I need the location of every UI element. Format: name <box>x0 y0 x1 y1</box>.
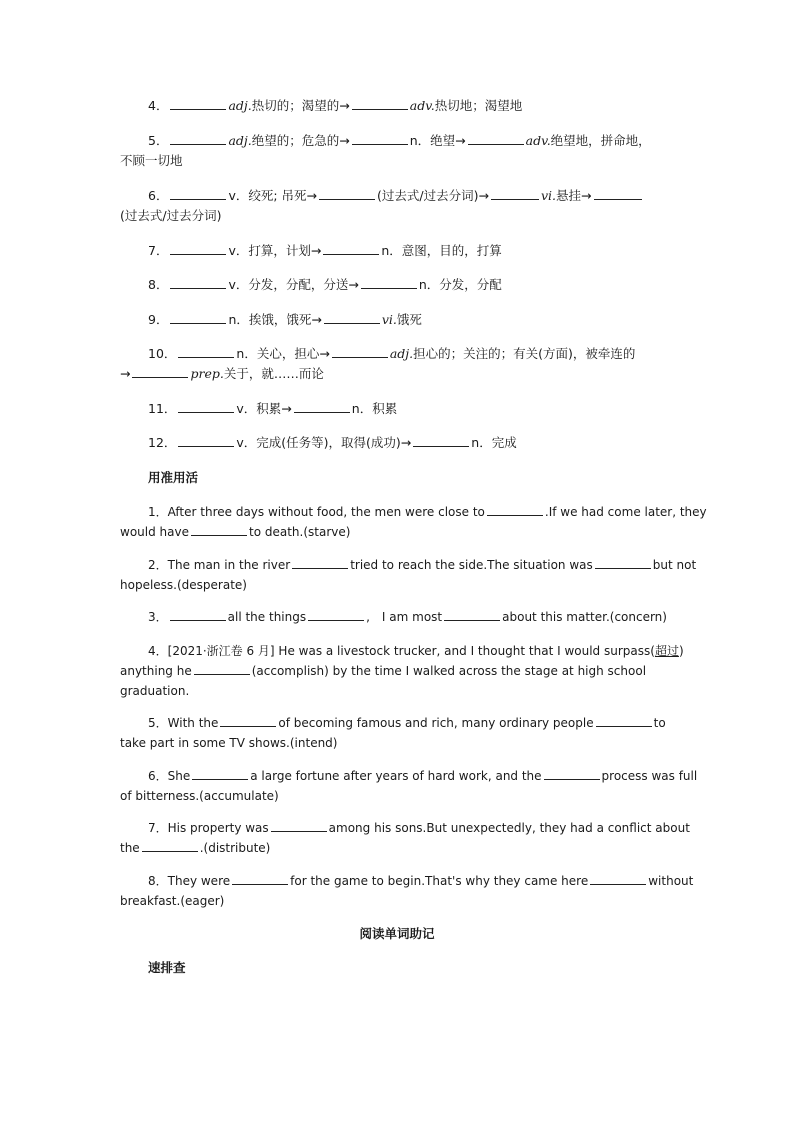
answer-blank[interactable] <box>170 607 226 621</box>
definition: n．分发，分配 <box>418 277 502 292</box>
answer-blank[interactable] <box>308 607 364 621</box>
sentence-text: 2．The man in the river <box>148 558 291 572</box>
item-number: 12． <box>148 435 177 450</box>
answer-blank[interactable] <box>178 433 234 447</box>
answer-blank[interactable] <box>178 399 234 413</box>
exercise-4-cont2 <box>120 681 675 701</box>
answer-blank[interactable] <box>142 838 198 852</box>
exercise-8-cont <box>120 891 675 911</box>
sentence-text: 3． <box>148 610 168 624</box>
pos-label: adv. <box>409 98 435 113</box>
definition: n．挨饿，饿死→ <box>228 312 322 327</box>
sentence-text: hopeless.(desperate) <box>120 578 247 592</box>
answer-blank[interactable] <box>191 522 247 536</box>
exercise-5 <box>120 713 703 733</box>
sentence-text: 1．After three days without food, the men were close to <box>148 505 485 519</box>
pos-label: adv. <box>525 133 551 148</box>
exercise-1 <box>120 502 707 522</box>
item-number: 7． <box>148 243 169 258</box>
answer-blank[interactable] <box>319 186 375 200</box>
sentence-text: 5．With the <box>148 716 219 730</box>
item-number: 9． <box>148 312 169 327</box>
exercise-6 <box>120 766 703 786</box>
vocab-item-8 <box>120 275 703 295</box>
sentence-text: breakfast.(eager) <box>120 894 225 908</box>
answer-blank[interactable] <box>487 502 543 516</box>
item-number: 8． <box>148 277 169 292</box>
exercise-7-cont <box>120 838 675 858</box>
sentence-text: about this matter.(concern) <box>502 610 667 624</box>
sentence-text: 7．His property was <box>148 821 269 835</box>
sentence-text: the <box>120 841 140 855</box>
definition: (过去式/过去分词) <box>120 208 222 223</box>
vocab-item-10 <box>120 344 703 364</box>
answer-blank[interactable] <box>413 433 469 447</box>
sentence-text: 6．She <box>148 769 191 783</box>
item-number: 5． <box>148 133 169 148</box>
pos-label: adj. <box>228 133 252 148</box>
definition: n．关心，担心→ <box>236 346 330 361</box>
definition: v．绞死; 吊死→ <box>228 188 318 203</box>
sentence-text: among his sons.But unexpectedly, they had a conflict about <box>328 821 690 835</box>
exercise-1-cont <box>120 522 675 542</box>
sentence-text: 8．They were <box>148 874 231 888</box>
definition: v．完成(任务等)，取得(成功)→ <box>236 435 412 450</box>
answer-blank[interactable] <box>170 131 226 145</box>
sentence-text: anything he <box>120 664 192 678</box>
answer-blank[interactable] <box>324 310 380 324</box>
definition: 关于，就……而论 <box>223 366 324 381</box>
definition: 不顾一切地 <box>120 153 183 168</box>
answer-blank[interactable] <box>292 555 348 569</box>
section-heading-reading: 阅读单词助记 <box>359 926 435 941</box>
answer-blank[interactable] <box>332 344 388 358</box>
sentence-text: ) <box>678 644 684 658</box>
vocab-item-10-cont <box>120 364 675 384</box>
sentence-text: .If we had come later, they <box>544 505 707 519</box>
definition: (过去式/过去分词)→ <box>377 188 489 203</box>
section-heading-quick: 速排查 <box>148 960 186 975</box>
exercise-8 <box>120 871 703 891</box>
sentence-text: to <box>653 716 666 730</box>
sentence-text: a large fortune after years of hard work, and the <box>250 769 542 783</box>
answer-blank[interactable] <box>444 607 500 621</box>
exercise-2-cont <box>120 575 675 595</box>
definition: n．积累 <box>351 401 398 416</box>
sentence-text: without <box>648 874 694 888</box>
vocab-item-6-cont <box>120 206 675 226</box>
sentence-text: to death.(starve) <box>248 525 351 539</box>
sentence-text: process was full <box>601 769 698 783</box>
pos-label: vi. <box>381 312 397 327</box>
definition: 饿死 <box>396 312 422 327</box>
definition: n．完成 <box>471 435 517 450</box>
item-number: 10． <box>148 346 177 361</box>
pos-label: vi. <box>540 188 557 203</box>
exercise-4-cont <box>120 661 675 681</box>
answer-blank[interactable] <box>361 275 417 289</box>
answer-blank[interactable] <box>170 96 226 110</box>
pos-label: adj. <box>228 98 252 113</box>
definition: n．绝望→ <box>409 133 466 148</box>
answer-blank[interactable] <box>170 241 226 255</box>
answer-blank[interactable] <box>170 310 226 324</box>
definition: v．打算，计划→ <box>228 243 322 258</box>
exercise-6-cont <box>120 786 675 806</box>
sentence-text: .(distribute) <box>199 841 271 855</box>
vocab-item-11 <box>120 399 703 419</box>
exercise-3 <box>120 607 703 627</box>
pos-label: prep. <box>190 366 224 381</box>
section-heading-use: 用准用活 <box>148 470 199 485</box>
exercise-7 <box>120 818 703 838</box>
item-number: 11． <box>148 401 177 416</box>
answer-blank[interactable] <box>271 818 327 832</box>
answer-blank[interactable] <box>468 131 524 145</box>
definition: v．积累→ <box>236 401 292 416</box>
vocab-item-4 <box>120 96 703 116</box>
sentence-text: tried to reach the side.The situation was <box>350 558 593 572</box>
definition: 悬挂→ <box>556 188 592 203</box>
definition: v．分发，分配，分送→ <box>228 277 359 292</box>
sentence-text: of becoming famous and rich, many ordinary people <box>278 716 594 730</box>
vocab-item-5 <box>120 131 703 151</box>
answer-blank[interactable] <box>590 871 646 885</box>
answer-blank[interactable] <box>294 399 350 413</box>
sentence-text: of bitterness.(accumulate) <box>120 789 279 803</box>
definition: 绝望的；危急的→ <box>251 133 350 148</box>
answer-blank[interactable] <box>491 186 539 200</box>
sentence-text: take part in some TV shows.(intend) <box>120 736 338 750</box>
vocab-item-6 <box>120 186 703 206</box>
sentence-text: but not <box>652 558 697 572</box>
answer-blank[interactable] <box>323 241 379 255</box>
pos-label: adj. <box>389 346 414 361</box>
item-number: 4． <box>148 98 169 113</box>
answer-blank[interactable] <box>352 131 408 145</box>
definition: 热切地；渴望地 <box>434 98 523 113</box>
answer-blank[interactable] <box>192 766 248 780</box>
answer-blank[interactable] <box>194 661 250 675</box>
vocab-item-5-cont <box>120 151 675 171</box>
answer-blank[interactable] <box>595 555 651 569</box>
sentence-text: graduation. <box>120 684 190 698</box>
gloss-underlined: 超过 <box>654 644 679 658</box>
sentence-text: all the things <box>227 610 307 624</box>
sentence-text: would have <box>120 525 189 539</box>
vocab-item-7 <box>120 241 703 261</box>
vocab-item-12 <box>120 433 703 453</box>
exercise-4 <box>120 641 703 661</box>
sentence-text: 4．[2021·浙江卷 6 月] He was a livestock trucker, and I thought that I would surpass( <box>148 644 655 658</box>
definition: 绝望地，拼命地， <box>550 133 651 148</box>
exercise-5-cont <box>120 733 675 753</box>
answer-blank[interactable] <box>220 713 276 727</box>
answer-blank[interactable] <box>594 186 642 200</box>
answer-blank[interactable] <box>352 96 408 110</box>
item-number: 6． <box>148 188 169 203</box>
answer-blank[interactable] <box>232 871 288 885</box>
arrow: → <box>120 366 131 381</box>
sentence-text: (accomplish) by the time I walked across the stage at high school <box>251 664 647 678</box>
vocab-item-9 <box>120 310 703 330</box>
answer-blank[interactable] <box>178 344 234 358</box>
sentence-text: , I am most <box>366 610 443 624</box>
definition: 热切的；渴望的→ <box>251 98 350 113</box>
definition: 担心的；关注的；有关(方面)，被牵连的 <box>413 346 636 361</box>
answer-blank[interactable] <box>132 364 188 378</box>
answer-blank[interactable] <box>544 766 600 780</box>
exercise-2 <box>120 555 703 575</box>
definition: n．意图，目的，打算 <box>381 243 502 258</box>
answer-blank[interactable] <box>170 186 226 200</box>
answer-blank[interactable] <box>596 713 652 727</box>
sentence-text: for the game to begin.That's why they came here <box>290 874 589 888</box>
answer-blank[interactable] <box>170 275 226 289</box>
